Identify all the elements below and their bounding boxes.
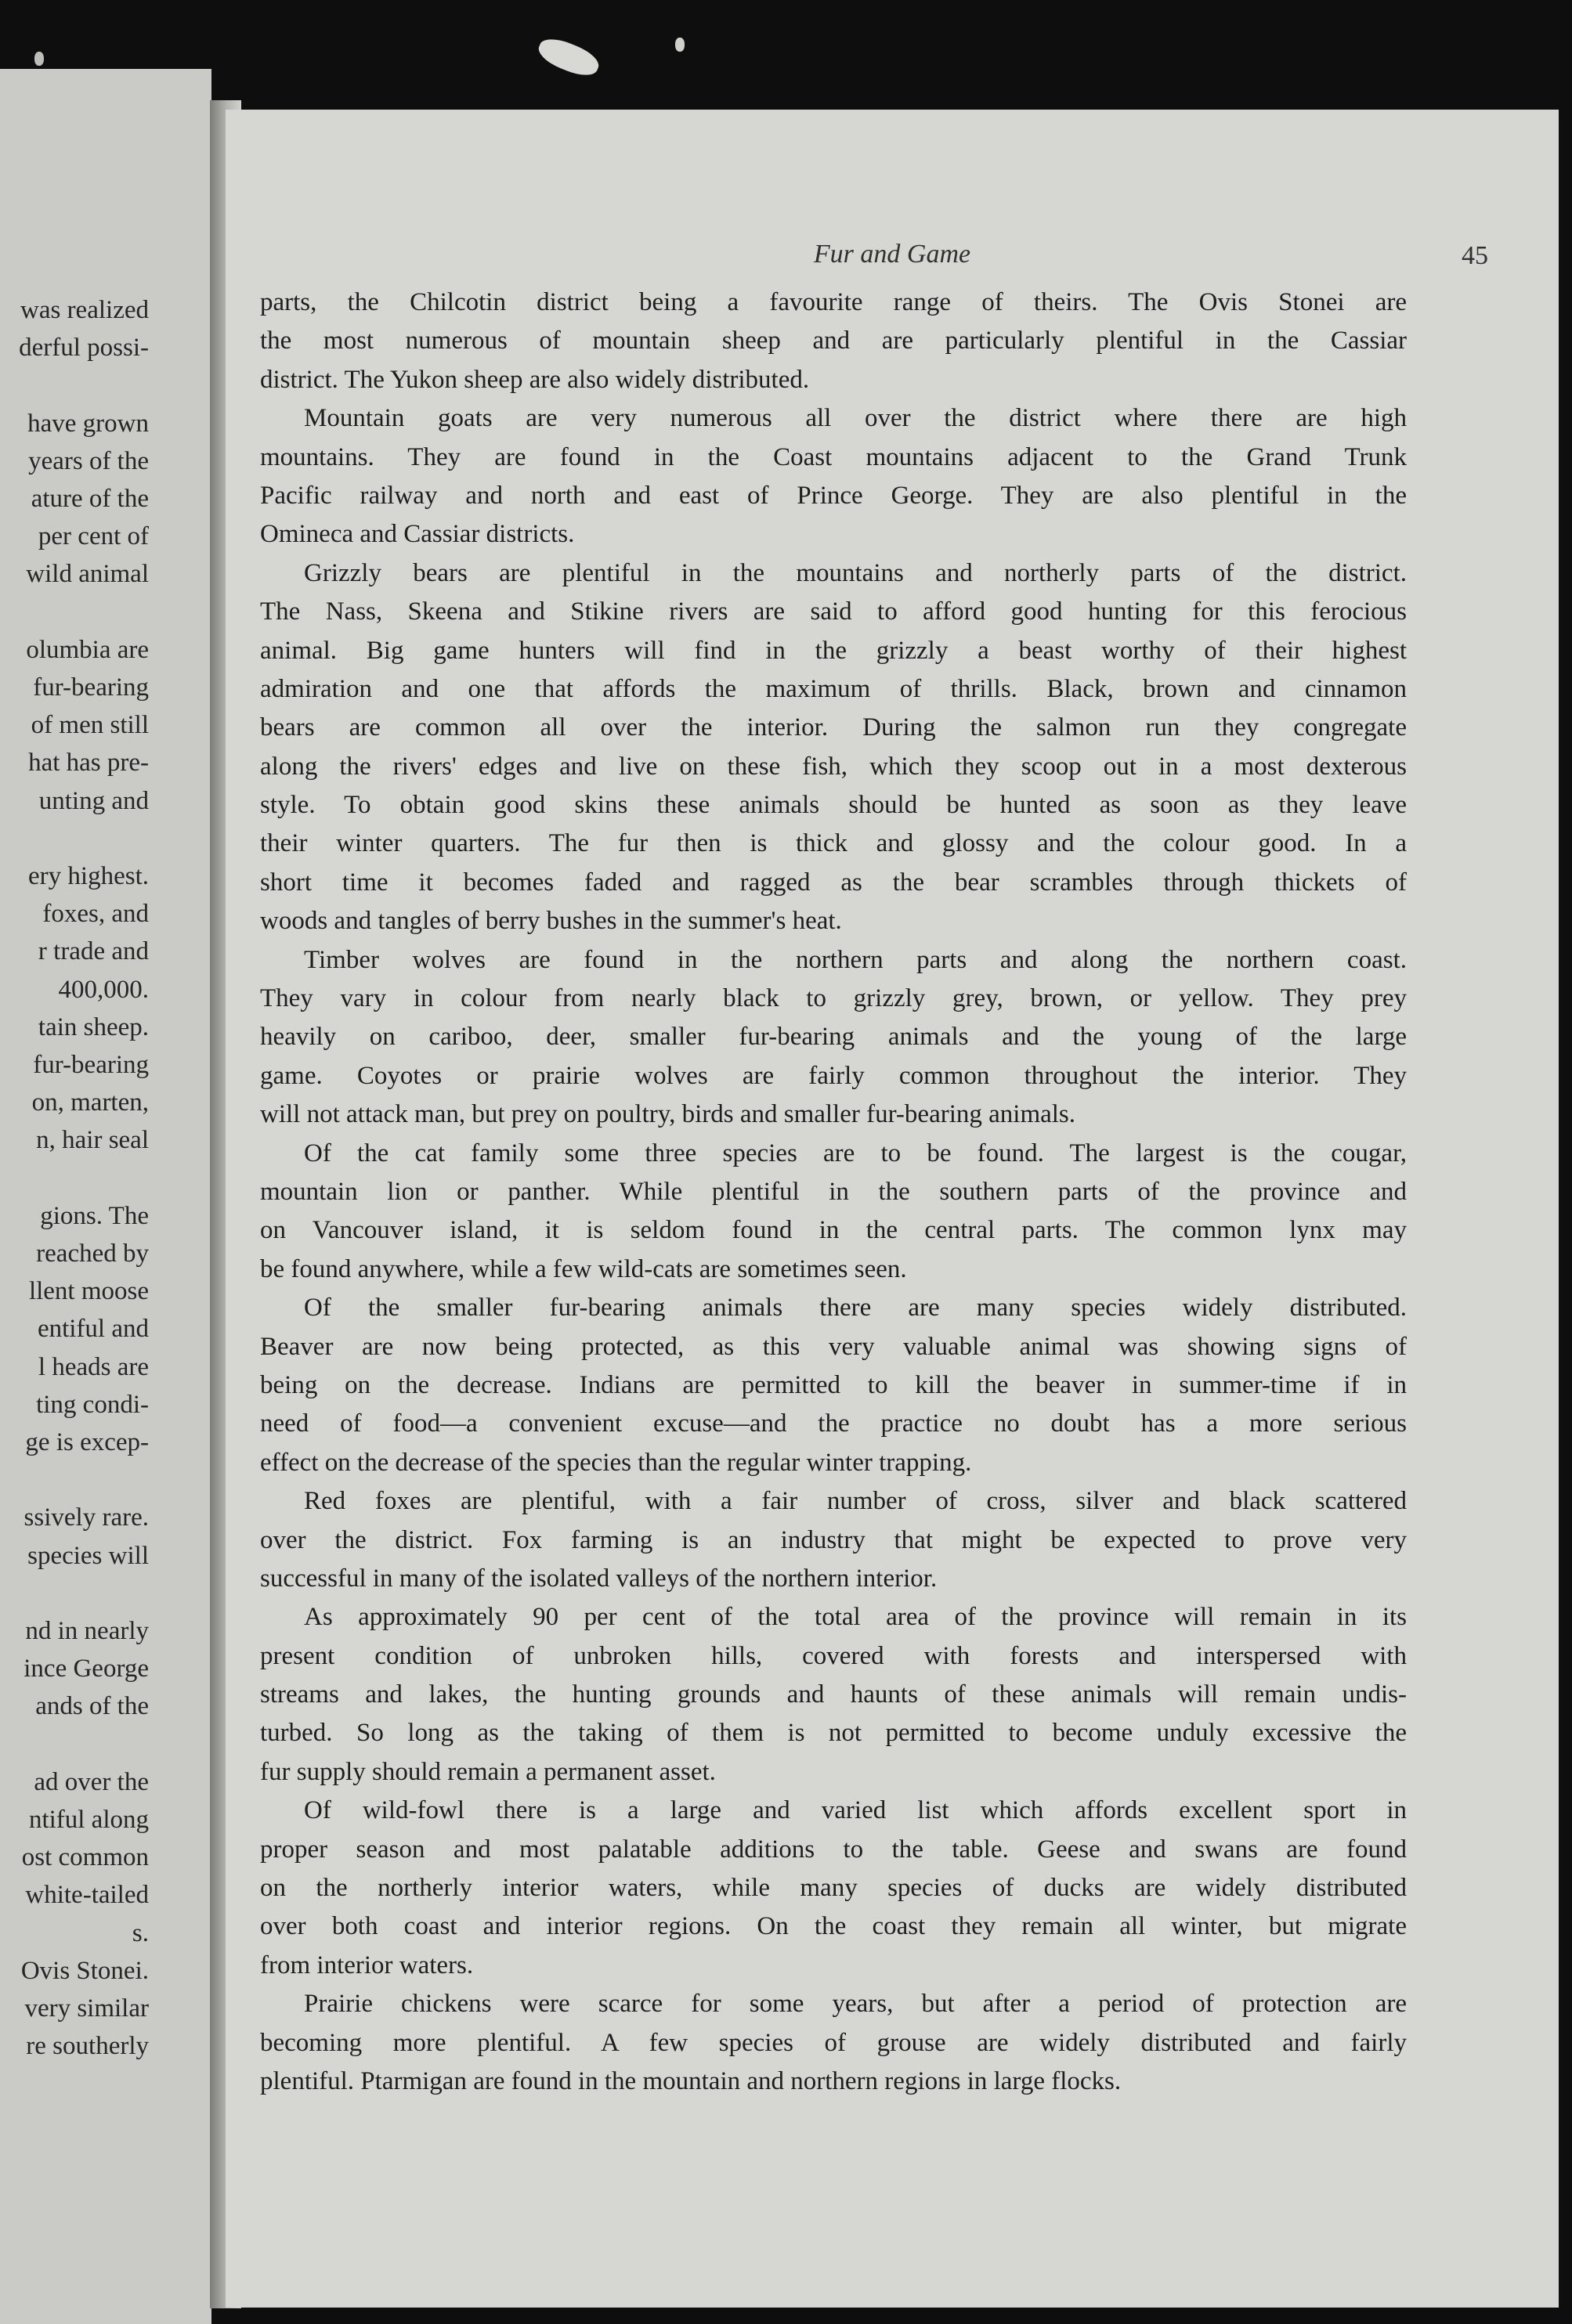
text-line: along the rivers' edges and live on these fish, which they scoop out in a most dexterous xyxy=(260,752,1407,781)
text-line: present condition of unbroken hills, covered with forests and interspersed with xyxy=(260,1641,1407,1670)
text-line: Prairie chickens were scarce for some years, but after a period of protection are xyxy=(304,1990,1407,2019)
text-line: being on the decrease. Indians are permitted to kill the beaver in summer-time if in xyxy=(260,1370,1407,1399)
left-page-line: ature of the xyxy=(31,485,149,513)
text-line: plentiful. Ptarmigan are found in the mountain and northern regions in large flocks. xyxy=(260,2066,1122,2095)
page-number: 45 xyxy=(1462,241,1488,270)
left-page-line: per cent of xyxy=(38,522,149,551)
text-line: Red foxes are plentiful, with a fair number of cross, silver and black scattered xyxy=(304,1487,1407,1516)
paragraph xyxy=(260,399,1407,554)
paragraph xyxy=(260,1135,1407,1290)
left-page-line: derful possi- xyxy=(19,334,149,363)
left-page-line: ting condi- xyxy=(36,1390,149,1419)
scan-speck xyxy=(535,33,603,81)
left-page-line: nd in nearly xyxy=(25,1617,149,1645)
left-page-line: was realized xyxy=(20,296,149,324)
text-line: As approximately 90 per cent of the total area of the province will remain in its xyxy=(304,1603,1407,1632)
text-line: fur supply should remain a permanent asset. xyxy=(260,1757,716,1786)
left-page-line: 400,000. xyxy=(58,975,149,1004)
paragraph xyxy=(260,1289,1407,1482)
left-page-line: very similar xyxy=(24,1994,149,2023)
text-line: on Vancouver island, it is seldom found in the central parts. The common lynx may xyxy=(260,1216,1407,1245)
paragraph xyxy=(260,941,1407,1135)
left-page-line: olumbia are xyxy=(26,635,149,664)
left-page-line: have grown xyxy=(27,409,149,438)
paragraph xyxy=(260,554,1407,941)
text-line: over both coast and interior regions. On the coast they remain all winter, but migrate xyxy=(260,1912,1407,1941)
text-line: parts, the Chilcotin district being a favourite range of theirs. The Ovis Stonei are xyxy=(260,288,1407,316)
left-page-line: on, marten, xyxy=(31,1088,149,1117)
left-page-line: of men still xyxy=(31,711,149,740)
left-page-line: s. xyxy=(132,1918,149,1947)
text-line: Timber wolves are found in the northern parts and along the northern coast. xyxy=(304,945,1407,974)
text-line: district. The Yukon sheep are also widely distributed. xyxy=(260,365,810,394)
text-line: their winter quarters. The fur then is thick and glossy and the colour good. In a xyxy=(260,829,1407,858)
text-line: effect on the decrease of the species than the regular winter trapping. xyxy=(260,1448,972,1477)
text-line: will not attack man, but prey on poultry, birds and smaller fur-bearing animals. xyxy=(260,1100,1076,1129)
left-page-fragment xyxy=(0,69,211,2324)
left-page-line: ery highest. xyxy=(28,862,149,890)
text-line: mountains. They are found in the Coast mountains adjacent to the Grand Trunk xyxy=(260,442,1407,471)
left-page-line: ands of the xyxy=(35,1692,149,1721)
left-page-line: wild animal xyxy=(26,560,149,589)
left-page-line: ssively rare. xyxy=(23,1503,149,1532)
text-line: bears are common all over the interior. During the salmon run they congregate xyxy=(260,713,1407,742)
text-line: game. Coyotes or prairie wolves are fairly common throughout the interior. They xyxy=(260,1061,1407,1090)
left-page-line: Ovis Stonei. xyxy=(20,1956,149,1985)
left-page-line: years of the xyxy=(28,446,149,475)
paragraph xyxy=(260,1598,1407,1792)
right-page xyxy=(226,110,1559,2308)
scan-speck xyxy=(675,38,685,52)
scan-speck xyxy=(34,52,44,66)
text-line: proper season and most palatable additions to the table. Geese and swans are found xyxy=(260,1835,1407,1864)
text-line: Omineca and Cassiar districts. xyxy=(260,520,575,549)
text-line: Beaver are now being protected, as this very valuable animal was showing signs of xyxy=(260,1332,1407,1361)
text-line: be found anywhere, while a few wild-cats are sometimes seen. xyxy=(260,1254,907,1283)
text-line: Of wild-fowl there is a large and varied list which affords excellent sport in xyxy=(304,1796,1407,1825)
left-page-line: species will xyxy=(27,1541,149,1570)
body-text xyxy=(241,283,1407,2101)
left-page-line: n, hair seal xyxy=(36,1126,149,1155)
paragraph xyxy=(260,1985,1407,2101)
text-line: Of the cat family some three species are to be found. The largest is the cougar, xyxy=(304,1139,1407,1167)
left-page-line: re southerly xyxy=(26,2032,149,2061)
left-page-line: fur-bearing xyxy=(33,673,149,702)
left-page-line: unting and xyxy=(38,786,149,815)
left-page-line: foxes, and xyxy=(42,900,149,929)
text-line: on the northerly interior waters, while many species of ducks are widely distributed xyxy=(260,1874,1407,1903)
text-line: Pacific railway and north and east of Prince George. They are also plentiful in the xyxy=(260,481,1407,510)
left-page-line: white-tailed xyxy=(25,1881,149,1910)
left-page-line: l heads are xyxy=(38,1352,149,1381)
left-page-line: fur-bearing xyxy=(33,1051,149,1079)
text-line: becoming more plentiful. A few species of grouse are widely distributed and fairly xyxy=(260,2028,1407,2057)
text-line: Grizzly bears are plentiful in the mountains and northerly parts of the district. xyxy=(304,558,1407,587)
text-line: over the district. Fox farming is an industry that might be expected to prove very xyxy=(260,1525,1407,1554)
text-line: streams and lakes, the hunting grounds and haunts of these animals will remain undis- xyxy=(260,1680,1407,1709)
text-line: mountain lion or panther. While plentiful in the southern parts of the province and xyxy=(260,1177,1407,1206)
left-page-line: reached by xyxy=(36,1240,149,1268)
text-line: animal. Big game hunters will find in the grizzly a beast worthy of their highest xyxy=(260,636,1407,665)
text-line: woods and tangles of berry bushes in the summer's heat. xyxy=(260,907,842,936)
left-page-line: ntiful along xyxy=(28,1806,149,1834)
text-line: Mountain goats are very numerous all over the district where there are high xyxy=(304,404,1407,433)
left-page-line: entiful and xyxy=(37,1315,149,1344)
text-line: turbed. So long as the taking of them is not permitted to become unduly excessive the xyxy=(260,1719,1407,1748)
text-line: heavily on cariboo, deer, smaller fur-bearing animals and the young of the large xyxy=(260,1023,1407,1052)
left-page-line: ad over the xyxy=(34,1767,149,1796)
paragraph xyxy=(260,1792,1407,1985)
left-page-line: hat has pre- xyxy=(28,749,149,778)
text-line: They vary in colour from nearly black to grizzly grey, brown, or yellow. They prey xyxy=(260,984,1407,1013)
text-line: the most numerous of mountain sheep and are particularly plentiful in the Cassiar xyxy=(260,327,1407,355)
paragraph xyxy=(260,283,1407,399)
text-line: successful in many of the isolated valleys of the northern interior. xyxy=(260,1564,938,1593)
left-page-line: r trade and xyxy=(38,937,149,966)
text-line: admiration and one that affords the maximum of thrills. Black, brown and cinnamon xyxy=(260,674,1407,703)
left-page-line: tain sheep. xyxy=(38,1012,149,1041)
left-page-line: llent moose xyxy=(28,1277,149,1306)
left-page-line: ince George xyxy=(23,1655,149,1683)
running-head: Fur and Game xyxy=(813,240,971,269)
text-line: short time it becomes faded and ragged as the bear scrambles through thickets of xyxy=(260,868,1407,897)
text-line: Of the smaller fur-bearing animals there are many species widely distributed. xyxy=(304,1294,1407,1323)
left-page-line: gions. The xyxy=(40,1201,149,1230)
text-line: from interior waters. xyxy=(260,1951,474,1979)
text-line: style. To obtain good skins these animals should be hunted as soon as they leave xyxy=(260,791,1407,820)
paragraph xyxy=(260,1482,1407,1598)
text-line: The Nass, Skeena and Stikine rivers are said to afford good hunting for this ferocious xyxy=(260,597,1407,626)
left-page-line: ost common xyxy=(21,1843,149,1872)
text-line: need of food—a convenient excuse—and the practice no doubt has a more serious xyxy=(260,1409,1407,1438)
left-page-line: ge is excep- xyxy=(25,1428,149,1456)
